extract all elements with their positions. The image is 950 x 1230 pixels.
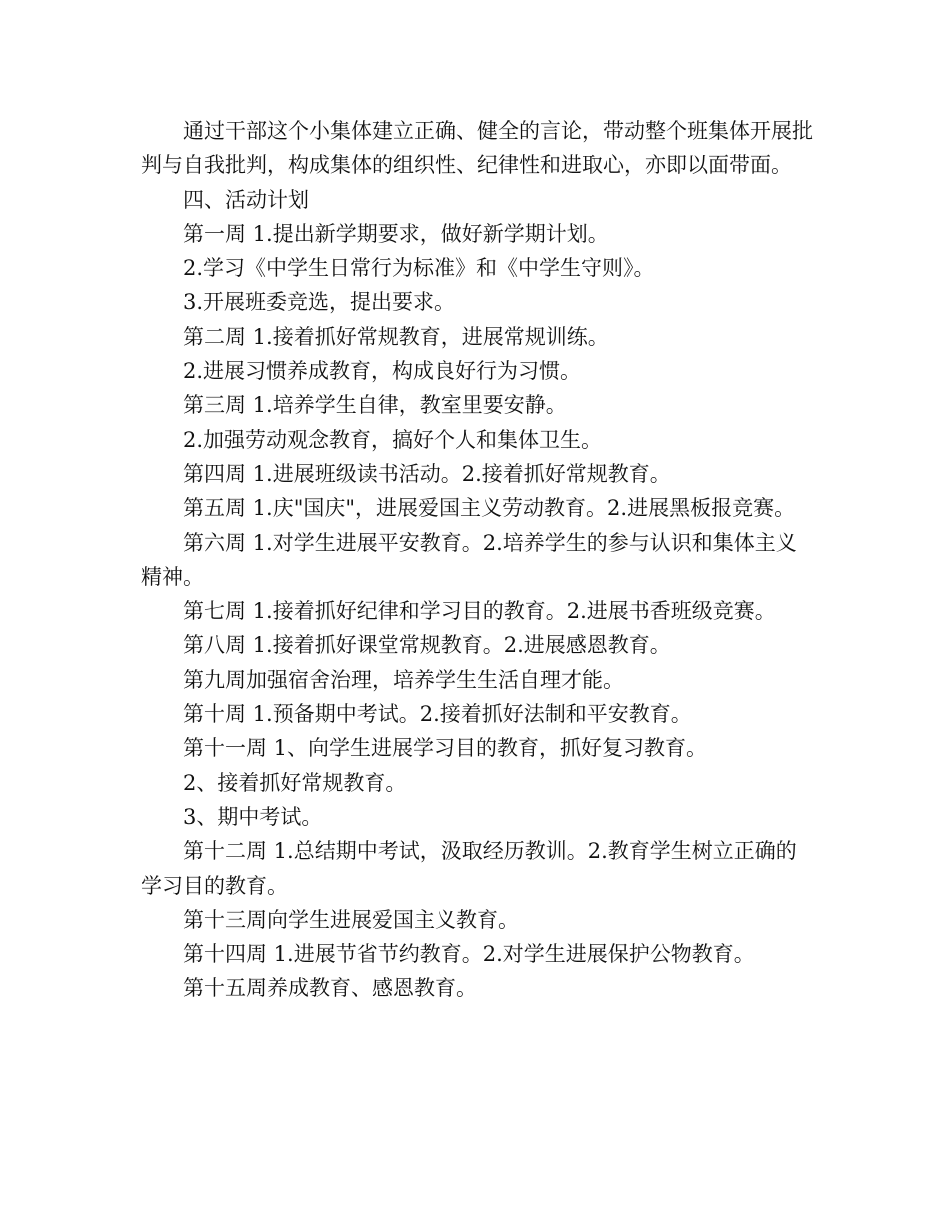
document-body (141, 114, 813, 1006)
week-2-item-2: 2.进展习惯养成教育，构成良好行为习惯。 (183, 359, 582, 384)
week-3-item-1: 第三周 1.培养学生自律，教室里要安静。 (183, 393, 567, 418)
paragraph-intro: 通过干部这个小集体建立正确、健全的言论，带动整个班集体开展批判与自我批判，构成集体的组织性、纪律性和进取心，亦即以面带面。 (141, 119, 813, 178)
week-9: 第九周加强宿舍治理，培养学生生活自理才能。 (183, 667, 624, 692)
week-3-item-2: 2.加强劳动观念教育，搞好个人和集体卫生。 (183, 427, 603, 452)
week-11-item-1: 第十一周 1、向学生进展学习目的教育，抓好复习教育。 (183, 736, 708, 761)
week-5: 第五周 1.庆"国庆"，进展爱国主义劳动教育。2.进展黑板报竞赛。 (183, 496, 796, 521)
week-12: 第十二周 1.总结期中考试，汲取经历教训。2.教育学生树立正确的学习目的教育。 (141, 839, 797, 898)
week-7: 第七周 1.接着抓好纪律和学习目的教育。2.进展书香班级竞赛。 (183, 599, 776, 624)
week-11-item-2: 2、接着抓好常规教育。 (183, 770, 407, 795)
week-1-item-1: 第一周 1.提出新学期要求，做好新学期计划。 (183, 221, 609, 246)
week-2-item-1: 第二周 1.接着抓好常规教育，进展常规训练。 (183, 324, 609, 349)
week-8: 第八周 1.接着抓好课堂常规教育。2.进展感恩教育。 (183, 633, 671, 658)
week-10: 第十周 1.预备期中考试。2.接着抓好法制和平安教育。 (183, 702, 692, 727)
week-15: 第十五周养成教育、感恩教育。 (183, 976, 477, 1001)
week-4: 第四周 1.进展班级读书活动。2.接着抓好常规教育。 (183, 461, 671, 486)
week-1-item-2: 2.学习《中学生日常行为标准》和《中学生守则》。 (183, 256, 655, 281)
week-6: 第六周 1.对学生进展平安教育。2.培养学生的参与认识和集体主义精神。 (141, 530, 797, 589)
week-14: 第十四周 1.进展节省节约教育。2.对学生进展保护公物教育。 (183, 942, 755, 967)
week-13: 第十三周向学生进展爱国主义教育。 (183, 907, 519, 932)
week-11-item-3: 3、期中考试。 (183, 804, 323, 829)
section-heading-activity-plan: 四、活动计划 (183, 187, 309, 212)
week-1-item-3: 3.开展班委竞选，提出要求。 (183, 290, 456, 315)
